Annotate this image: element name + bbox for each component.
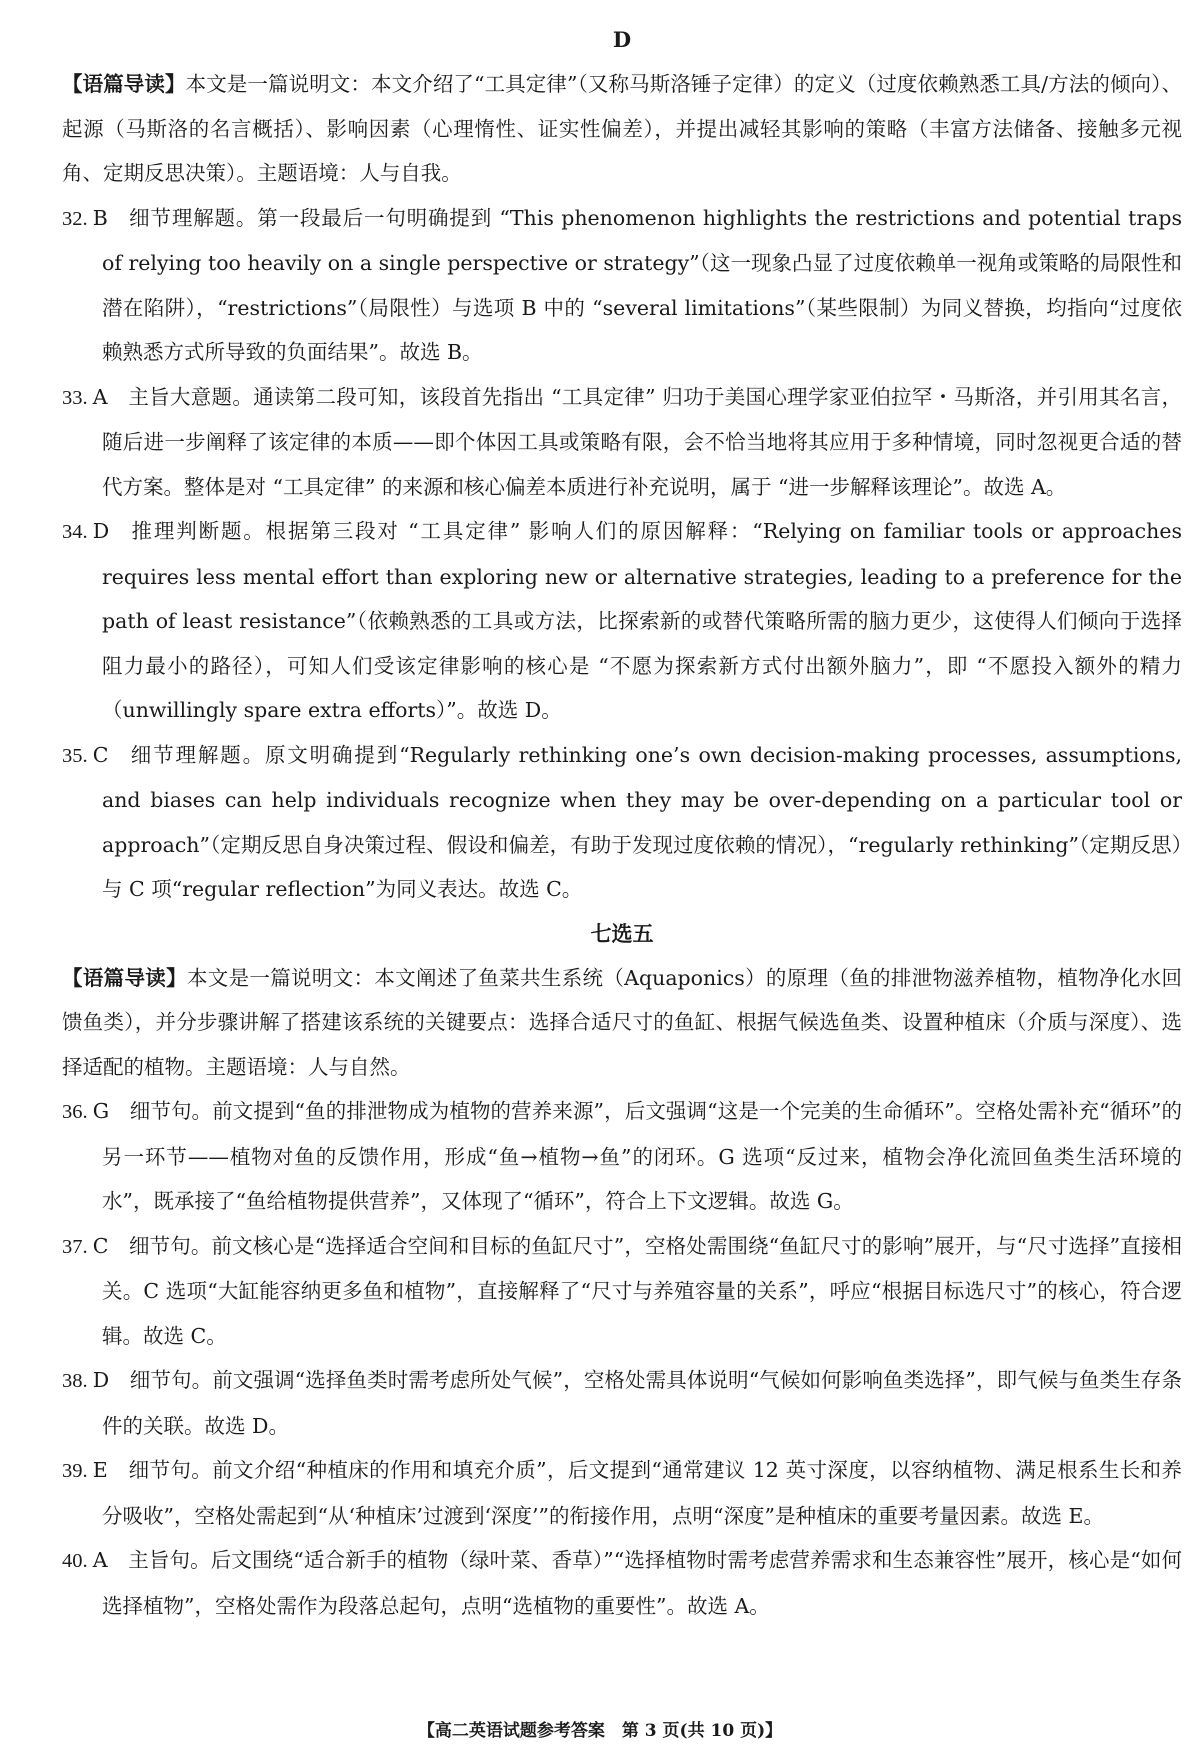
answer-explanation: 细节理解题。原文明确提到“Regularly rethinking one’s own decision-making processes, assumptions, and biases can help individuals recognize when they may be over-depending on a particular tool or approach”（定期反思自身决策过程、假设和偏差，有助于发现过度依赖的情况），“regularly rethinking”（定期反思）与 C 项“regular reflection”为同义表达。故选 C。 (102, 742, 1182, 901)
answer-item (62, 1538, 1182, 1628)
guide-label: 【语篇导读】 (62, 965, 187, 990)
answer-list-seven (62, 1089, 1182, 1628)
question-number: 40. (62, 1550, 88, 1572)
answer-key: D (92, 1368, 110, 1392)
reading-guide-d (62, 62, 1182, 196)
page-footer: 【高二英语试题参考答案 第 3 页(共 10 页)】 (417, 1721, 783, 1741)
reading-guide-seven (62, 956, 1182, 1090)
answer-key: C (92, 1233, 109, 1258)
question-number: 35. (62, 744, 88, 767)
section-title-seven-choose-five: 七选五 (590, 920, 654, 946)
answer-item (62, 733, 1182, 912)
answer-item (62, 1089, 1182, 1224)
answer-key: D (92, 519, 110, 543)
answer-explanation: 细节句。前文强调“选择鱼类时需考虑所处气候”，空格处需具体说明“气候如何影响鱼类选择”，即气候与鱼类生存条件的关联。故选 D。 (102, 1368, 1182, 1438)
guide-text: 本文是一篇说明文：本文介绍了“工具定律”（又称马斯洛锤子定律）的定义（过度依赖熟悉工具/方法的倾向）、起源（马斯洛的名言概括）、影响因素（心理惰性、证实性偏差），并提出减轻其影响的策略（丰富方法储备、接触多元视角、定期反思决策）。主题语境：人与自我。 (62, 72, 1182, 185)
question-number: 37. (62, 1235, 88, 1258)
answer-list-d (62, 196, 1182, 912)
answer-key: G (92, 1099, 110, 1123)
answer-item (62, 196, 1182, 375)
answer-item (62, 509, 1182, 733)
answer-key: A (92, 1548, 108, 1572)
guide-label: 【语篇导读】 (62, 72, 186, 96)
question-number: 34. (62, 521, 88, 543)
question-number: 39. (62, 1460, 88, 1482)
answer-explanation: 细节句。前文介绍“种植床的作用和填充介质”，后文提到“通常建议 12 英寸深度，以容纳植物、满足根系生长和养分吸收”，空格处需起到“从‘种植床’过渡到‘深度’”的衔接作用，点明“深度”是种植床的重要考量因素。故选 E。 (102, 1458, 1182, 1528)
answer-explanation: 主旨句。后文围绕“适合新手的植物（绿叶菜、香草）”“选择植物时需考虑营养需求和生态兼容性”展开，核心是“如何选择植物”，空格处需作为段落总起句，点明“选植物的重要性”。故选 A。 (102, 1548, 1182, 1618)
answer-explanation: 细节句。前文核心是“选择适合空间和目标的鱼缸尺寸”，空格处需围绕“鱼缸尺寸的影响”展开，与“尺寸选择”直接相关。C 选项“大缸能容纳更多鱼和植物”，直接解释了“尺寸与养殖容量的关系”，呼应“根据目标选尺寸”的核心，符合逻辑。故选 C。 (102, 1233, 1182, 1348)
answer-key: C (92, 742, 109, 767)
answer-key: E (92, 1458, 108, 1482)
answer-item (62, 375, 1182, 510)
answer-explanation: 主旨大意题。通读第二段可知，该段首先指出 “工具定律” 归功于美国心理学家亚伯拉罕・马斯洛，并引用其名言，随后进一步阐释了该定律的本质——即个体因工具或策略有限，会不恰当地将其应用于多种情境，同时忽视更合适的替代方案。整体是对 “工具定律” 的来源和核心偏差本质进行补充说明，属于 “进一步解释该理论”。故选 A。 (102, 384, 1182, 499)
question-number: 36. (62, 1101, 88, 1123)
answer-key: A (92, 384, 108, 409)
answer-explanation: 细节句。前文提到“鱼的排泄物成为植物的营养来源”，后文强调“这是一个完美的生命循环”。空格处需补充“循环”的另一环节——植物对鱼的反馈作用，形成“鱼→植物→鱼”的闭环。G 选项“反过来，植物会净化流回鱼类生活环境的水”，既承接了“鱼给植物提供营养”，又体现了“循环”，符合上下文逻辑。故选 G。 (102, 1099, 1182, 1213)
answer-item (62, 1448, 1182, 1538)
question-number: 33. (62, 386, 88, 409)
answer-item (62, 1224, 1182, 1359)
question-number: 38. (62, 1370, 88, 1392)
answer-key: B (92, 205, 108, 230)
answer-item (62, 1358, 1182, 1448)
section-title-d: D (612, 27, 632, 52)
answer-explanation: 推理判断题。根据第三段对 “工具定律” 影响人们的原因解释：“Relying on familiar tools or approaches requires less mental effort than exploring new or alternative strategies, leading to a preference for the path of least resistance”（依赖熟悉的工具或方法，比探索新的或替代策略所需的脑力更少，这使得人们倾向于选择阻力最小的路径），可知人们受该定律影响的核心是 “不愿为探索新方式付出额外脑力”，即 “不愿投入额外的精力（unwillingly spare extra efforts）”。故选 D。 (102, 519, 1182, 722)
answer-explanation: 细节理解题。第一段最后一句明确提到 “This phenomenon highlights the restrictions and potential traps of relying too heavily on a single perspective or strategy”（这一现象凸显了过度依赖单一视角或策略的局限性和潜在陷阱），“restrictions”（局限性）与选项 B 中的 “several limitations”（某些限制）为同义替换，均指向“过度依赖熟悉方式所导致的负面结果”。故选 B。 (102, 205, 1182, 364)
question-number: 32. (62, 207, 88, 230)
guide-text: 本文是一篇说明文：本文阐述了鱼菜共生系统（Aquaponics）的原理（鱼的排泄物滋养植物，植物净化水回馈鱼类），并分步骤讲解了搭建该系统的关键要点：选择合适尺寸的鱼缸、根据气候选鱼类、设置种植床（介质与深度）、选择适配的植物。主题语境：人与自然。 (62, 965, 1183, 1079)
